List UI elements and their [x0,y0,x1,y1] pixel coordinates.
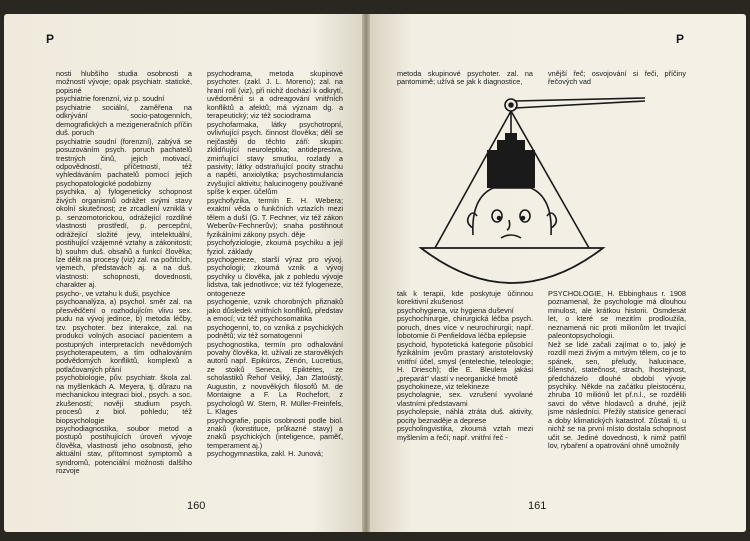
left-running-letter: P [46,32,55,46]
dictionary-entry: psychoanalýza, a) psychol. směr zal. na přesvědčení o rozhodujícím vlivu sex. pudu na vývoj jedince, b) metoda léčby, tzv. psychoter. bez interakce, zal. na produkci volných asociací pacientem a postupných interpretacích nevědomých psychoterapeutem, a tím odhalováním podvědomých konfliktů, komplexů a potlačovaných přání [56,297,192,374]
right-running-letter: P [676,32,685,46]
dictionary-entry: psychochirurgie, chirurgická léčba psych. poruch, dnes více v neurochirurgii; např. lobotomie či Penfieldova léčba epilepsie [397,314,533,341]
dictionary-entry: psychodrama, metoda skupinové psychoter. (zakl. J. L. Moreno); zal. na hraní rolí (viz), při nichž dochází k odkrytí, uvědomění si a odreagování vnitřních konfliktů a afektů; má význam dg. a terapeutický; viz též sociodrama [207,69,343,121]
right-top-left-text: metoda skupinové psychoter. zal. na pantomimě; užívá se jak k diagnostice, [397,69,533,87]
scale-with-weight-on-head-icon [415,88,655,298]
dictionary-entry: psychoid, hypotetická kategorie působící fyzikálním jevům prastarý aristotelovský vnitřní účel, smysl (entelechie, teleologie; H. Driesch); dle E. Bleulera jakási „preparát“ vlastí v neorganické hmotě [397,339,533,383]
dictionary-entry: psychiatrie forenzní, viz p. soudní [56,94,165,104]
dictionary-entry: Než se lidé začali zajímat o to, jaký je rozdíl mezi živým a mrtvým tělem, co je to spánek, sen, přeludy, halucinace, šílenství, statečnost, strach, lhostejnost, předcházelo dlouhé období vývoje psychiky. Někde na začátku pleistocénu, zhruba 10 miliónů let př.n.l., se rozdělili savci do větve hlodavců a druhé, jejíž jsme následníci. Přežily statisíce generací a doby klimatických katastrof. Zůstali ti, u nichž se na první místo dostala schopnost učit se. Jediné dovednosti, k nimž patřil lov, rybaření a opatrování ohně umožnily [548,339,686,451]
dictionary-entry: psychogenie, vznik chorobných přiznaků jako důsledek vnitřních konfliktů, představ a emocí; viz též psychosomatika [207,297,343,324]
dictionary-entry: psycho-, ve vztahu k duši, psychice [56,288,171,298]
dictionary-entry: psychiatrie soudní (forenzní), zabývá se posuzováním psych. poruch pachatelů trestných činů, jejich motivací, odpovědností, příčetností, též vyhledáváním pachatelů pomocí jejich psychopatologické podobizny [56,136,192,188]
right-top-right-text: vnější řeč; osvojování si řeči, příčiny řečových vad [548,69,686,87]
dictionary-entry: psychiatrie sociální, zaměřena na odkrývání socio-patogenních, demografických a mezigeneračních příčin duš. poruch [56,102,192,138]
dictionary-entry: psychofyziologie, zkoumá psychiku a její fyziol. základy [207,238,343,256]
dictionary-entry: psychogenní, to, co vzniká z psychických podnětů; viz též somatogenní [207,322,343,341]
dictionary-entry: nosti hlubšího studia osobnosti a možností vývoje; opak psychiatr. statické, popisné [56,69,192,95]
left-column-2 [207,70,343,459]
dictionary-entry: psychokineze, viz telekineze [397,381,490,391]
left-page-number: 160 [187,500,206,512]
left-column-1 [56,70,192,476]
dictionary-entry: psychika, a) fylogeneticky schopnost živých organismů odrážet svými stavy okolní skutečnost; ze zrcadlení vzniklá v p. senzomotorickou, odrážející rozdílné vlastnosti prostředí, p. percepční, odrážející složité jevy, intelektuální, postihující vzájemné vztahy a zákonitosti; b) souhrn duš. obsahů a funkcí člověka; lze dělit na procesy (viz) zal. na počitcích, vjemech, představách aj. a na duš. vlastnosti: schopnosti, dovednosti, charakter aj. [56,187,192,290]
right-column-2 [548,290,686,451]
dictionary-entry: psychofyzika, termín E. H. Webera; exaktní věda o funkčních vztazích mezi tělem a duší (G. T. Fechner, viz též zákon Weberův-Fechnerův); snaha postihnout fyzikálními zákony psych. děje [207,195,343,239]
dictionary-entry: psychognostika, termín pro odhalování povahy člověka, kt. užívali ze starověkých autorů např. Epikúros, Zénón, Lucretius, ze stoiků Seneca, Epiktétes, ze scholastiků Řehoř Veliký, Jan Zlatoústý, Augustin, z novověkých filosofů M. de Montaigne a F. La Rochefort, z psychologů W. Stern, R. Müller-Freinfels, L. Klages [207,339,343,417]
dictionary-entry: psycholingvistika, zkoumá vztah mezi myšlením a řečí; např. vnitřní řeč - [397,424,533,442]
dictionary-entry: psychografie, popis osobnosti podle biol. znaků (konstituce, průkazné stavy) a znaků psychických (inteligence, paměť, temperament aj.) [207,415,343,450]
book-spine [362,14,370,532]
right-column-1 [397,290,533,442]
right-page-number: 161 [528,500,547,512]
dictionary-entry: psychodiagnostika, soubor metod a postupů postihujících úroveň vývoje člověka, vlastnosti jeho osobnosti, jeho aktuální stav, přítomnost symptomů a syndromů, potenciální možnosti dalšího rozvoje [56,424,192,476]
dictionary-entry: psychobiologie, pův. psychiatr. škola zal. na myšlenkách A. Meyera, tj. důrazu na mechanickou integraci biol., psych. a soc. zkušeností; nověji studium psych. procesů z biol. pohledu; též biopsychologie [56,373,192,425]
dictionary-entry: psychogymnastika, zakl. H. Junová; [207,449,323,459]
dictionary-entry: psychohygiena, viz hygiena duševní [397,305,514,315]
dictionary-entry: psycholepsie, náhlá ztráta duš. aktivity, pocity beznaděje a deprese [397,407,533,425]
dictionary-entry: psychofarmaka, látky psychotropní, ovlivňující psych. činnost člověka; dělí se nejčastěji do těchto září: skupin: zklidňující neuroleptika; antidepresiva, zmirňující stavy smutku, rozlady a pasivity; látky odstraňující pocity strachu a napětí, anxiolytika; psychostimulancia zvyšující aktivitu; halucinogeny používané spíše k exper. účelům [207,119,343,197]
dictionary-entry: tak k terapii, kde poskytuje účinnou korektivní zkušenost [397,289,533,307]
dictionary-entry: psycholagnie, sex. vzrušení vyvolané vlastními představami [397,390,533,408]
dictionary-entry: PSYCHOLOGIE, H. Ebbinghaus r. 1908 poznamenal, že psychologie má dlouhou minulost, ale krátkou historii. Osmdesát let, o které se mezitím prodloužila, neznamená nic proti milionům let trvající paleontopsychologii. [548,289,686,341]
dictionary-entry: psychogeneze, starší výraz pro vývoj. psychologii; zkoumá vznik a vývoj psychiky u člověka, jak z pohledu vývoje lidstva, tak jednotlivce; viz též fylogeneze, ontogeneze [207,254,343,298]
